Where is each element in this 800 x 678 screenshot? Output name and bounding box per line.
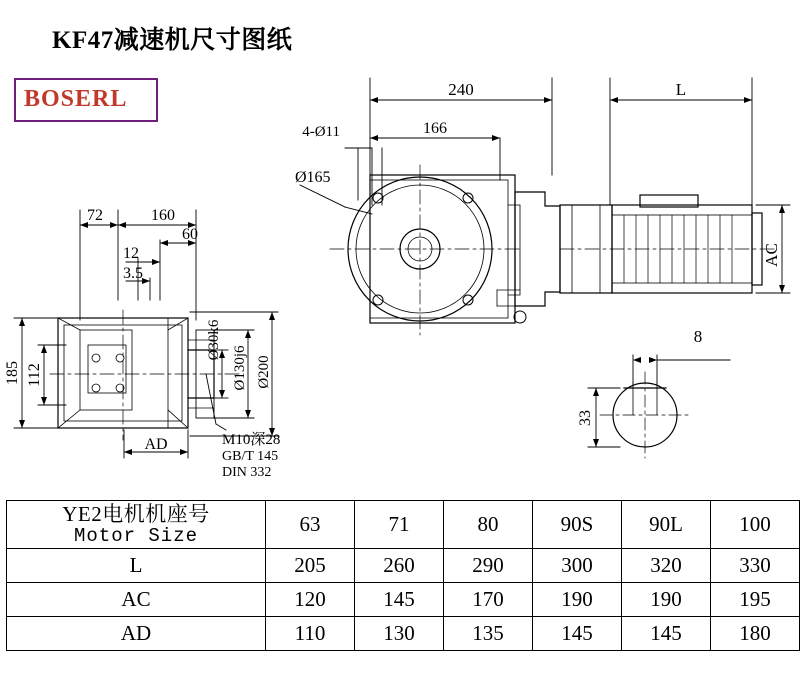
table-header-row xyxy=(7,501,800,549)
table-cell: 190 xyxy=(622,583,711,617)
dim-166: 166 xyxy=(423,120,447,137)
row-label: AD xyxy=(7,617,266,651)
table-cell: 290 xyxy=(444,549,533,583)
table-row xyxy=(7,617,800,651)
dim-185: 185 xyxy=(4,361,21,385)
dimension-table xyxy=(6,500,800,651)
table-cell: 190 xyxy=(533,583,622,617)
table-row xyxy=(7,549,800,583)
dim-112: 112 xyxy=(26,363,43,387)
note-standard-gb: GB/T 145 xyxy=(222,449,279,464)
row-label: AC xyxy=(7,583,266,617)
dim-4-holes: 4-Ø11 xyxy=(302,124,340,140)
table-cell: 145 xyxy=(533,617,622,651)
table-header-size: 90L xyxy=(622,501,711,549)
dim-AD: AD xyxy=(144,436,168,453)
table-cell: 145 xyxy=(622,617,711,651)
table-cell: 120 xyxy=(266,583,355,617)
page-title: KF47减速机尺寸图纸 xyxy=(52,27,293,54)
table-cell: 330 xyxy=(711,549,800,583)
table-header-label-en: Motor Size xyxy=(73,524,199,547)
dim-160: 160 xyxy=(151,207,175,224)
table-cell: 320 xyxy=(622,549,711,583)
table-header-size: 80 xyxy=(444,501,533,549)
table-cell: 195 xyxy=(711,583,800,617)
table-header-size: 71 xyxy=(355,501,444,549)
dim-72: 72 xyxy=(87,207,103,224)
table-cell: 205 xyxy=(266,549,355,583)
table-cell: 180 xyxy=(711,617,800,651)
dim-L: L xyxy=(675,80,687,99)
table-header-size: 90S xyxy=(533,501,622,549)
dim-d130j6: Ø130j6 xyxy=(232,345,248,391)
dim-3-5: 3.5 xyxy=(123,265,143,282)
dim-240: 240 xyxy=(448,80,474,99)
table-cell: 110 xyxy=(266,617,355,651)
dim-AC: AC xyxy=(762,243,781,267)
brand-logo-text: BOSERL xyxy=(24,86,128,112)
dim-33: 33 xyxy=(577,410,594,426)
dim-d30k6: Ø30k6 xyxy=(206,319,222,361)
table-cell: 145 xyxy=(355,583,444,617)
note-thread-m10: M10深28 xyxy=(222,432,281,448)
note-standard-din: DIN 332 xyxy=(222,465,272,480)
table-cell: 170 xyxy=(444,583,533,617)
table-header-label-cn: YE2电机机座号 xyxy=(62,502,210,526)
dim-60: 60 xyxy=(182,226,198,243)
dim-12: 12 xyxy=(123,245,139,262)
table-header-size: 100 xyxy=(711,501,800,549)
table-cell: 300 xyxy=(533,549,622,583)
dim-key-8: 8 xyxy=(693,327,703,346)
dim-d165: Ø165 xyxy=(295,169,331,186)
table-cell: 260 xyxy=(355,549,444,583)
table-cell: 135 xyxy=(444,617,533,651)
table-cell: 130 xyxy=(355,617,444,651)
table-header-size: 63 xyxy=(266,501,355,549)
table-header-label xyxy=(7,501,266,549)
row-label: L xyxy=(7,549,266,583)
table-row xyxy=(7,583,800,617)
dim-d200: Ø200 xyxy=(256,355,272,389)
